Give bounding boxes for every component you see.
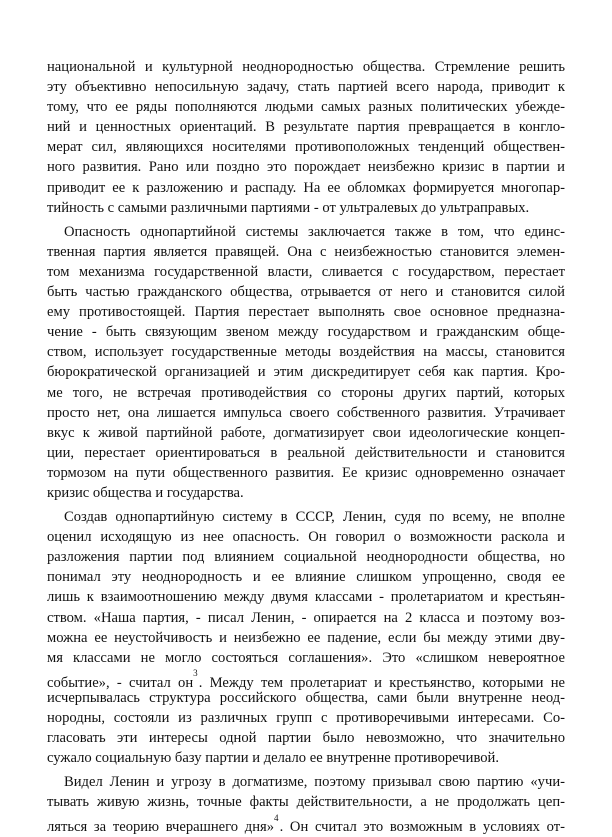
text-line: эту объективно непосильную задачу, стать партией всего народа, приводит к [47, 79, 565, 96]
text-line: ством, использует государственные методы воздействия на массы, становится [47, 344, 565, 361]
text-line: национальной и культурной неоднородностью общества. Стремление решить [47, 59, 565, 75]
text-line: исчерпывалась структура российского общества, сами были внутренне неод- [47, 689, 565, 706]
text-line: быть частью гражданского общества, отрывается от него и становится силой [47, 284, 565, 301]
text-line: тому, что ее ряды пополняются людьми самых разных политических убежде- [47, 99, 565, 116]
text-line: том механизма государственной власти, сливается с государством, перестает [47, 263, 565, 280]
text-segment: . Между тем пролетариат и крестьянство, которыми не [198, 674, 565, 691]
text-line: приводит ее к разложению и распаду. На ее обломках формируется многопар- [47, 179, 565, 196]
footnote-marker: 3 [193, 667, 198, 678]
body-text [47, 57, 565, 837]
text-line: кризис общества и государства. [47, 484, 244, 501]
text-segment: событие», - считал он [47, 674, 194, 691]
text-line: ции, перестает ориентироваться в реальной действительности и становится [47, 444, 565, 461]
text-line [47, 812, 565, 836]
text-line: тормозом на пути общественного развития. Ее кризис одновременно означает [47, 464, 565, 481]
text-segment: ляться за теорию вчерашнего дня» [47, 819, 275, 836]
text-line: мя классами не могло состояться соглашения». Это «слишком невероятное [47, 649, 565, 666]
text-line: бюрократической организацией и этим дискредитирует себя как партия. Кро- [47, 364, 565, 381]
paragraph [47, 772, 565, 836]
text-line: нородны, состояли из различных групп с противоречивыми интересами. Со- [47, 710, 565, 726]
text-line: Видел Ленин и угрозу в догматизме, поэтому призывал свою партию «учи- [64, 774, 565, 791]
text-line: Опасность однопартийной системы заключается также в том, что единс- [64, 223, 565, 240]
paragraph [47, 57, 565, 218]
text-line: разложения партии под влиянием социальной неоднородности общества, но [47, 549, 565, 566]
text-line: ний и ценностных ориентаций. В результате партия превращается в конгло- [47, 119, 565, 136]
text-line: ного развития. Рано или поздно это порождает неизбежно кризис в партии и [47, 159, 565, 176]
text-line: Создав однопартийную систему в СССР, Ленин, судя по всему, не вполне [64, 509, 565, 526]
text-line: мерат сил, являющихся носителями противоположных тенденций обществен- [47, 139, 565, 156]
text-line: вкус к живой партийной работе, догматизирует свои идеологические концеп- [47, 424, 565, 441]
paragraph [47, 222, 565, 503]
text-line: просто нет, она лишается импульса своего собственного развития. Утрачивает [47, 404, 565, 421]
text-line: можна ее неустойчивость и неизбежно ее падение, если бы между этими дву- [47, 629, 565, 646]
text-line: тывать живую жизнь, точные факты действительности, а не продолжать цеп- [47, 794, 565, 811]
text-line: гласовать эти интересы одной партии было невозможно, что значительно [47, 730, 565, 747]
text-line: оценил исходящую из нее опасность. Он говорил о возможности раскола и [47, 529, 565, 546]
footnote-marker: 4 [274, 812, 279, 823]
text-line: тийность с самыми различными партиями - от ультралевых до ультраправых. [47, 199, 530, 216]
text-line: чение - быть связующим звеном между государством и гражданским обще- [47, 324, 565, 341]
text-line: ме того, не встречая противодействия со стороны других партий, которых [47, 384, 565, 401]
text-line: ством. «Наша партия, - писал Ленин, - опирается на 2 класса и поэтому воз- [47, 609, 565, 626]
text-line: сужало социальную базу партии и делало ее внутренне противоречивой. [47, 750, 499, 767]
text-line: лишь к взаимоотношению между двумя классами - пролетариатом и крестьян- [47, 589, 565, 606]
text-line [47, 667, 565, 691]
text-line: понимал эту неоднородность и ее влияние слишком упрощенно, сводя ее [47, 569, 565, 586]
text-line: твенная партия является правящей. Она с неизбежностью становится элемен- [47, 243, 565, 260]
paragraph [47, 507, 565, 768]
text-line: ему противостоящей. Партия перестает выполнять свое основное предназна- [47, 304, 565, 321]
text-segment: . Он считал это возможным в условиях от- [279, 819, 565, 836]
